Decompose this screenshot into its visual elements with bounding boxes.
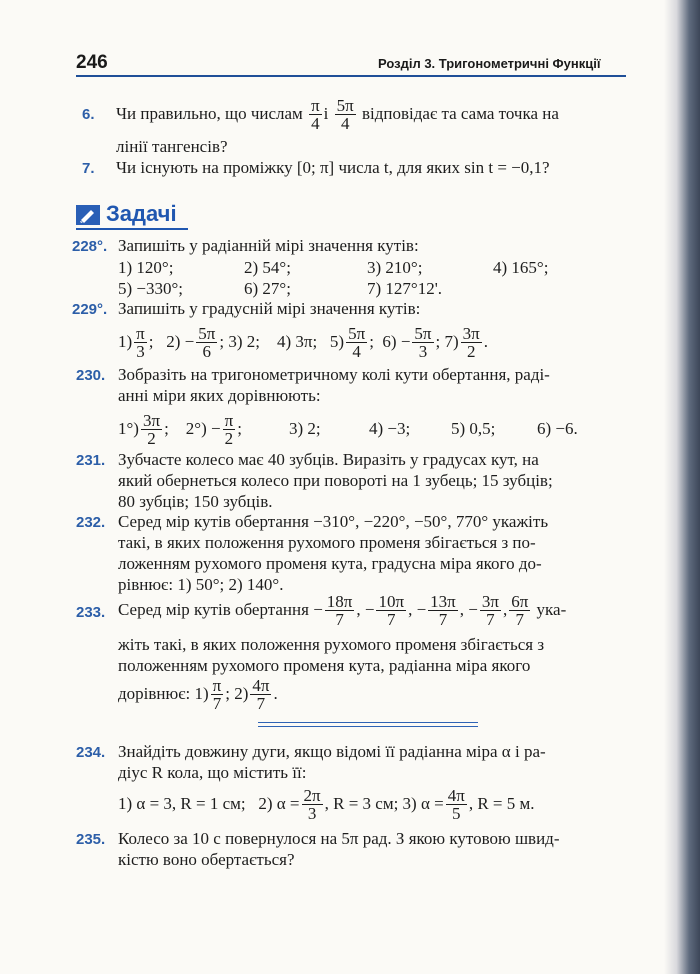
page-edge-shadow: [664, 0, 700, 974]
problem-228-item: 7) 127°12'.: [367, 279, 443, 298]
problem-230-line-1: Зобразіть на тригонометричному колі кути обертання, раді-: [118, 365, 550, 384]
problem-228-number: 228°.: [72, 238, 108, 255]
problem-228-item: 1) 120°;: [118, 258, 174, 277]
header-rule: [76, 75, 626, 77]
problem-228-text: Запишіть у радіанній мірі значення кутів:: [118, 236, 419, 255]
problem-234-number: 234.: [76, 744, 106, 761]
problem-228-item: 6) 27°;: [244, 279, 291, 298]
problem-233-line-1: Серед мір кутів обертання − $\frac{18\pi}{7}$ , − $\frac{10\pi}{7}$ , − $\frac{13\pi}{7}$ , − $\frac{3\pi}{7}$ , $\frac{6\pi}{7}$ ука-: [118, 591, 567, 629]
page-number: 246: [76, 52, 108, 73]
section-header: Розділ 3. Тригонометричні Функції: [378, 56, 601, 71]
problem-233-line-4: дорівнює: 1) $\frac{\pi}{7}$ ; 2) $\frac{4\pi}{7}$ .: [118, 675, 278, 713]
problem-234-line-1: Знайдіть довжину дуги, якщо відомі її радіанна міра α і ра-: [118, 742, 546, 761]
problem-230-items: 1°) $\frac{3\pi}{2}$ ; 2°) − $\frac{\pi}{2}$ ;: [118, 410, 242, 448]
problem-230-item: 5) 0,5;: [451, 419, 496, 438]
problem-231-line-1: Зубчасте колесо має 40 зубців. Виразіть у градусах кут, на: [118, 450, 539, 469]
problem-232-number: 232.: [76, 514, 106, 531]
problem-228-item: 4) 165°;: [493, 258, 549, 277]
problem-233-number: 233.: [76, 604, 106, 621]
problem-231-line-2: який обернеться колесо при повороті на 1 зубець; 15 зубців;: [118, 471, 553, 490]
divider-line: [258, 722, 478, 723]
question-6-number: 6.: [82, 106, 95, 123]
problem-230-item: 4) −3;: [369, 419, 411, 438]
divider-line: [258, 726, 478, 727]
problem-229-text: Запишіть у градусній мірі значення кутів:: [118, 299, 421, 318]
problem-233-line-2: жіть такі, в яких положення рухомого променя збігається з: [118, 635, 545, 654]
problem-232-line-1: Серед мір кутів обертання −310°, −220°, −50°, 770° укажіть: [118, 512, 549, 531]
problem-232-line-4: рівнює: 1) 50°; 2) 140°.: [118, 575, 284, 594]
section-title-zadachi: Задачі: [106, 201, 177, 226]
question-7-number: 7.: [82, 160, 95, 177]
question-6-line-2: лінії тангенсів?: [116, 137, 228, 156]
problem-234-line-2: діус R кола, що містить її:: [118, 763, 307, 782]
problem-228-item: 3) 210°;: [367, 258, 423, 277]
question-6-text: Чи правильно, що числам: [116, 104, 303, 123]
problem-235-line-1: Колесо за 10 с повернулося на 5π рад. З якою кутовою швид-: [118, 829, 560, 848]
section-title-underline: [76, 228, 188, 230]
problem-228-item: 5) −330°;: [118, 279, 184, 298]
fraction-5pi-4: $\frac{5\pi}{4}$: [336, 95, 354, 133]
problem-232-line-3: ложенням рухомого променя кута, градусна міра якого до-: [118, 554, 542, 573]
problem-235-number: 235.: [76, 831, 106, 848]
problem-234-items: 1) α = 3, R = 1 см; 2) α = $\frac{2\pi}{3}$ , R = 3 см; 3) α = $\frac{4\pi}{5}$ , R = 5 м.: [118, 785, 535, 823]
problem-231-number: 231.: [76, 452, 106, 469]
problem-233-line-3: положенням рухомого променя кута, радіанна міра якого: [118, 656, 531, 675]
problem-230-item: 3) 2;: [289, 419, 321, 438]
fraction-pi-4: $\frac{\pi}{4}$: [311, 95, 320, 133]
pencil-icon: [76, 205, 100, 225]
problem-229-number: 229°.: [72, 301, 108, 318]
problem-231-line-3: 80 зубців; 150 зубців.: [118, 492, 273, 511]
problem-229-items: 1) $\frac{\pi}{3}$ ; 2) − $\frac{5\pi}{6}$ ; 3) 2; 4) 3π; 5) $\frac{5\pi}{4}$ ; 6) − $\frac{5\pi}{3}$ ; 7) $\frac{3\pi}{2}$ .: [118, 323, 488, 361]
problem-230-item: 6) −6.: [537, 419, 578, 438]
problem-230-line-2: анні міри яких дорівнюють:: [118, 386, 321, 405]
problem-235-line-2: кістю воно обертається?: [118, 850, 295, 869]
problem-228-item: 2) 54°;: [244, 258, 291, 277]
question-6-line-1: Чи правильно, що числам $\frac{\pi}{4}$ і $\frac{5\pi}{4}$ відповідає та сама точка на: [116, 95, 559, 133]
question-7-text: Чи існують на проміжку [0; π] числа t, для яких sin t = −0,1?: [116, 158, 550, 177]
problem-232-line-2: такі, в яких положення рухомого променя збігається з по-: [118, 533, 536, 552]
problem-230-number: 230.: [76, 367, 106, 384]
